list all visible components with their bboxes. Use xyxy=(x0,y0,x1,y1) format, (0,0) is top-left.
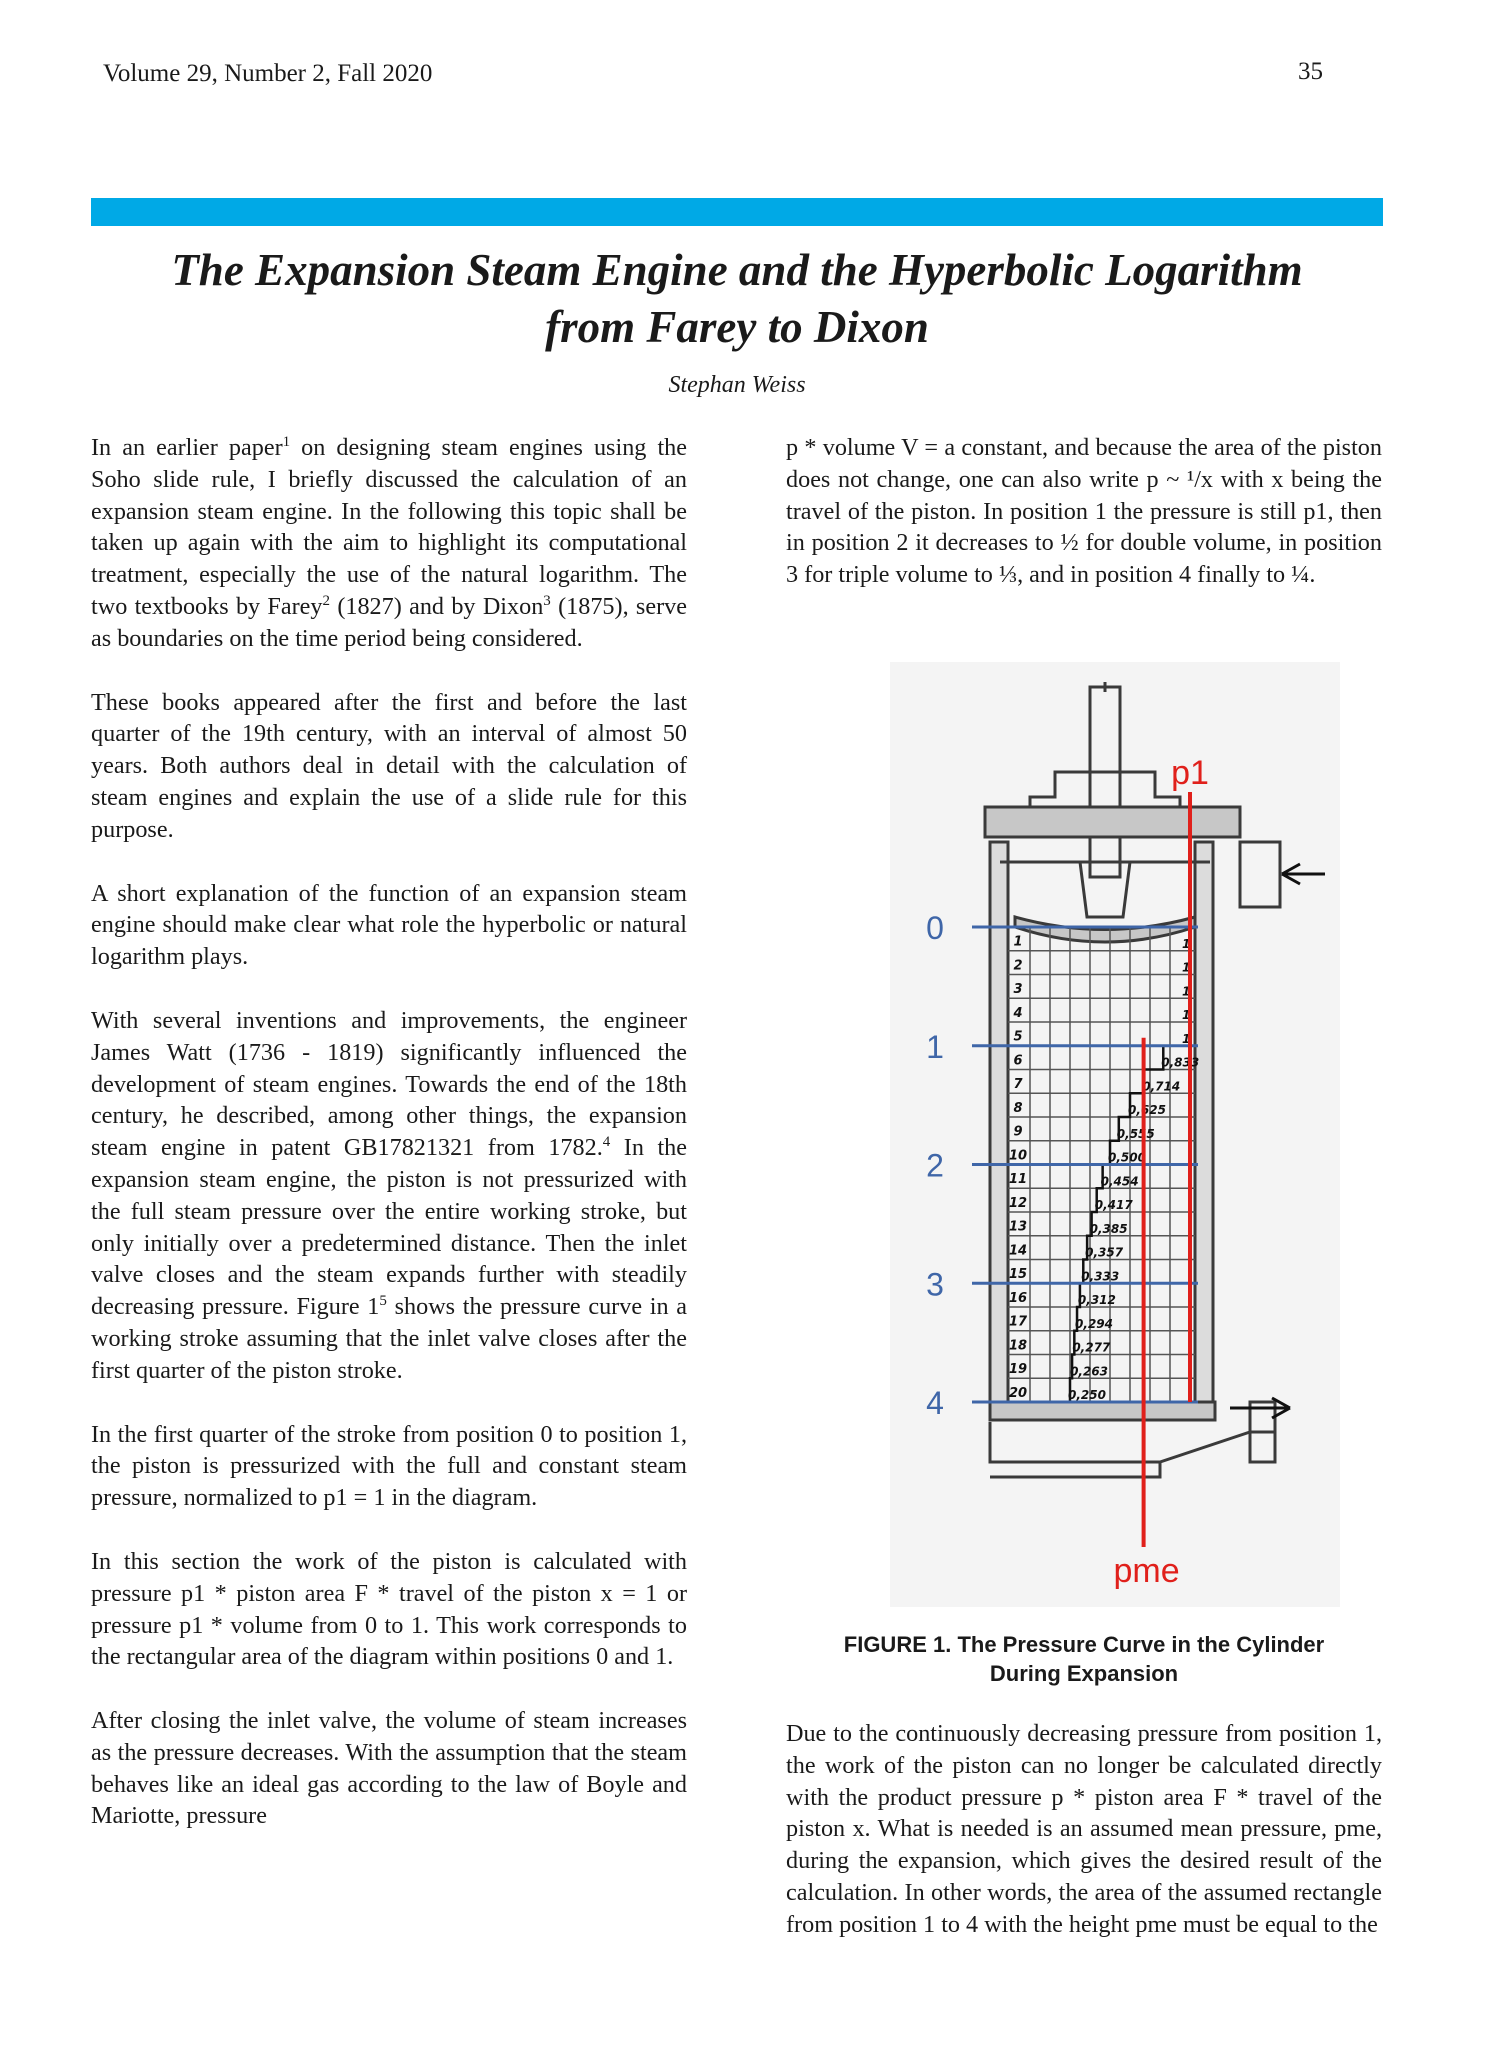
paragraph: With several inventions and improvements, the engineer James Watt (1736 - 1819) significantly influenced the development of steam engines. Towards the end of the 18th century, he described, among other things, the expansion steam engine in patent GB17821321 from 1782.$^4$ In the expansion steam engine, the piston is not pressurized with the full steam pressure over the entire working stroke, but only initially over a predetermined distance. Then the inlet valve closes and the steam expands further with steadily decreasing pressure. Figure $1^5$ shows the pressure curve in a working stroke assuming that the inlet valve closes after the first quarter of the piston stroke. xyxy=(91,1006,688,1384)
cylinder-diagram xyxy=(890,662,1340,1607)
row-number: 11 xyxy=(1008,1172,1028,1188)
row-number: 15 xyxy=(1008,1267,1028,1283)
row-number: 8 xyxy=(1013,1100,1023,1116)
row-number: 10 xyxy=(1008,1148,1028,1164)
curve-value: 0,714 xyxy=(1142,1079,1181,1094)
position-label: 4 xyxy=(926,1385,944,1421)
title-line-2: from Farey to Dixon xyxy=(545,302,929,352)
row-number: 16 xyxy=(1008,1290,1028,1306)
left-column xyxy=(91,432,687,1864)
row-number: 1 xyxy=(1013,934,1023,950)
pressure-curve-figure xyxy=(890,662,1340,1607)
curve-value: 0,417 xyxy=(1094,1198,1133,1212)
paragraph: After closing the inlet valve, the volume of steam increases as the pressure decreases. With the assumption that the steam behaves like an ideal gas according to the law of Boyle and Mariotte, pressure xyxy=(91,1707,687,1830)
row-number: 12 xyxy=(1008,1195,1028,1211)
row-number: 3 xyxy=(1013,982,1023,998)
paragraph: In this section the work of the piston is calculated with pressure p1 * piston area F * travel of the piston x = 1 or pressure p1 * volume from 0 to 1. This work corresponds to the rectangular area of the diagram within positions 0 and 1. xyxy=(91,1547,687,1671)
curve-value: 0,277 xyxy=(1072,1340,1111,1355)
pme-label: pme xyxy=(1113,1552,1180,1590)
curve-value: 0,833 xyxy=(1161,1055,1200,1070)
title-rule xyxy=(91,198,1383,226)
right-column-bottom xyxy=(786,1718,1382,1973)
curve-value: 0,263 xyxy=(1070,1364,1109,1379)
curve-value: 0,454 xyxy=(1100,1174,1139,1189)
curve-value: 0,357 xyxy=(1085,1245,1124,1260)
paragraph: In an earlier paper$^1$ on designing steam engines using the Soho slide rule, I briefly discussed the calculation of an expansion steam engine. In the following this topic shall be taken up again with the aim to highlight its computational treatment, especially the use of the natural logarithm. The two textbooks by Farey$^2$ (1827) and by Dixon$^3$ (1875), serve as boundaries on the time period being considered. xyxy=(91,433,687,652)
position-label: 2 xyxy=(926,1147,944,1184)
paragraph: p * volume V = a constant, and because the area of the piston does not change, one can also write p ~ ¹/x with x being the travel of the piston. In position 1 the pressure is still p1, then in position 2 it decreases to ½ for double volume, in position 3 for triple volume to ⅓, and in position 4 finally to ¼. xyxy=(786,434,1382,589)
figure-background xyxy=(890,662,1340,1607)
curve-value: 0,294 xyxy=(1075,1316,1114,1331)
row-number: 6 xyxy=(1013,1053,1023,1069)
author: Stephan Weiss xyxy=(668,372,806,398)
right-column-top xyxy=(786,432,1382,623)
paragraph: In the first quarter of the stroke from position 0 to position 1, the piston is pressurized with the full and constant steam pressure, normalized to p1 = 1 in the diagram. xyxy=(91,1420,687,1512)
curve-value: 0,625 xyxy=(1128,1103,1166,1117)
row-number: 5 xyxy=(1013,1029,1023,1045)
curve-value: 0,333 xyxy=(1081,1269,1120,1284)
row-number: 2 xyxy=(1013,958,1023,974)
row-number: 17 xyxy=(1008,1314,1028,1330)
title-line-1: The Expansion Steam Engine and the Hyperbolic Logarithm xyxy=(171,245,1303,295)
paragraph: These books appeared after the first and before the last quarter of the 19th century, with an interval of almost 50 years. Both authors deal in detail with the calculation of steam engines and explain the use of a slide rule for this purpose. xyxy=(91,688,687,843)
position-label: 3 xyxy=(926,1266,944,1303)
curve-value: 1 xyxy=(1182,1031,1191,1046)
curve-value: 1 xyxy=(1182,936,1191,951)
figure-caption: FIGURE 1. The Pressure Curve in the Cylinder During Expansion xyxy=(843,1632,1325,1686)
row-number: 13 xyxy=(1008,1219,1028,1235)
row-number: 14 xyxy=(1008,1243,1028,1259)
row-number: 18 xyxy=(1008,1338,1028,1354)
row-number: 4 xyxy=(1013,1005,1023,1021)
curve-value: 1 xyxy=(1182,984,1191,999)
paragraph: A short explanation of the function of an expansion steam engine should make clear what role the hyperbolic or natural logarithm plays. xyxy=(91,879,687,971)
p1-label: p1 xyxy=(1171,754,1209,792)
row-number: 9 xyxy=(1013,1124,1023,1140)
curve-value: 0,555 xyxy=(1116,1126,1155,1141)
top-cover xyxy=(985,807,1240,837)
position-label: 1 xyxy=(926,1028,944,1065)
page-number: 35 xyxy=(1298,58,1323,85)
curve-value: 0,385 xyxy=(1089,1221,1128,1236)
article-title xyxy=(91,242,1383,356)
curve-value: 0,312 xyxy=(1077,1293,1116,1307)
row-number: 19 xyxy=(1008,1362,1028,1378)
position-label: 0 xyxy=(926,910,944,946)
running-head: Volume 29, Number 2, Fall 2020 xyxy=(103,60,433,87)
curve-value: 1 xyxy=(1182,960,1191,975)
curve-value: 1 xyxy=(1182,1008,1191,1022)
bottom-plate xyxy=(990,1402,1215,1420)
row-number: 7 xyxy=(1013,1077,1023,1093)
paragraph: Due to the continuously decreasing pressure from position 1, the work of the piston can no longer be calculated directly with the product pressure p * piston area F * travel of the piston x. What is needed is an assumed mean pressure, pme, during the expansion, which gives the desired result of the calculation. In other words, the area of the assumed rectangle from position 1 to 4 with the height pme must be equal to the xyxy=(786,1720,1382,1938)
row-number: 20 xyxy=(1008,1385,1028,1401)
curve-value: 0,250 xyxy=(1068,1388,1106,1402)
curve-value: 0,500 xyxy=(1108,1150,1146,1165)
